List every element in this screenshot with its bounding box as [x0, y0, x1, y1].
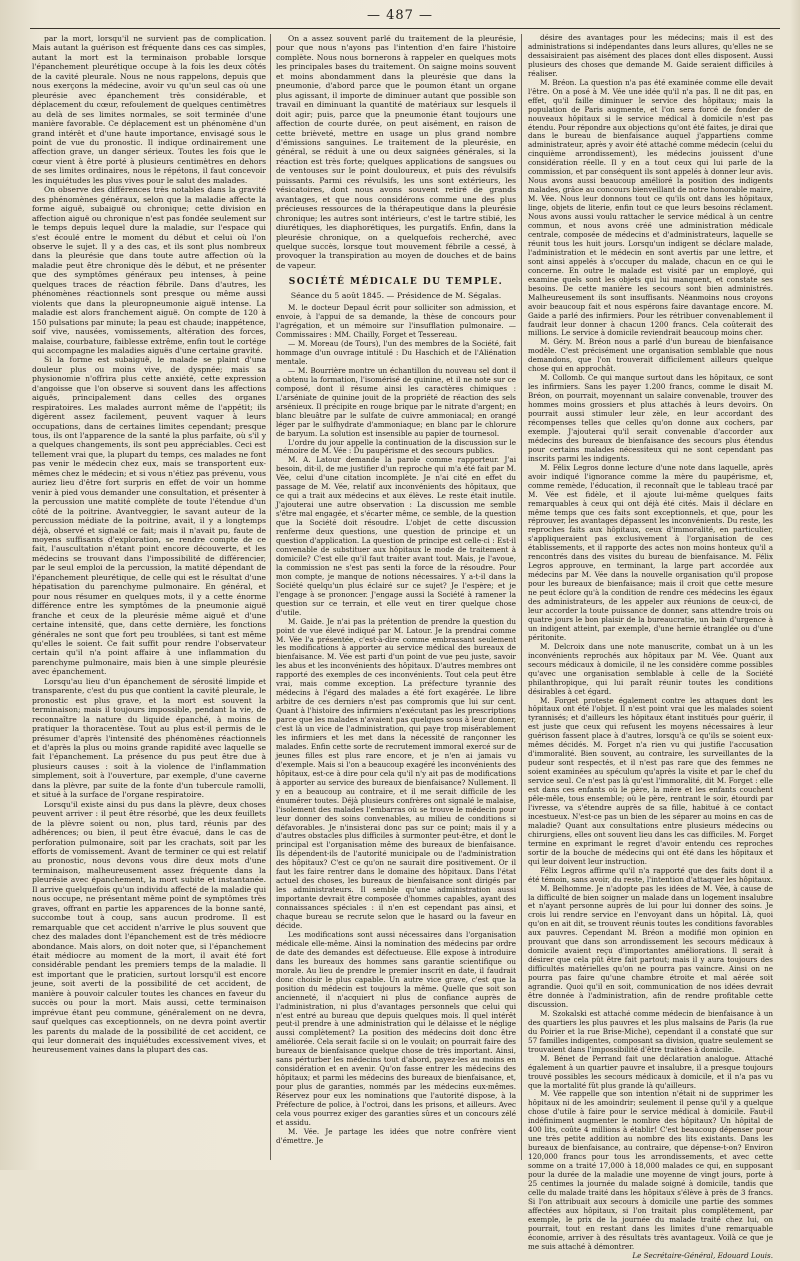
page-number: — 487 —	[366, 8, 434, 23]
minutes-paragraph: M. Szokalski est attaché comme médecin de bienfaisance à un des quartiers les plus pauvres et les plus malsains de Paris (la rue du Poirier et la rue Brise-Miche), cependant il a constaté que sur 57 familles indigentes, composant sa division, quatre seulement se trouvaient dans l'impossibilité d'être traitées à domicile.	[528, 1008, 773, 1054]
body-paragraph: Si la forme est subaiguë, le malade se plaint d'une douleur plus ou moins vive, de dyspnée; mais sa physionomie n'offrira plus cette anxiété, cette expression d'angoisse que l'on observe si souvent dans les affections aiguës, principalement dans celles des organes respiratoires. Les malades aurront même de l'appétit; ils digèrent assez facilement, peuvent vaquer à leurs occupations, dans de certaines limites cependant; presque tous, ils ont l'apparence de la santé la plus parfaite, où s'il y a quelques changements, ils sont peu appréciables. Ceci est tellement vrai que, la plupart du temps, ces malades ne font pas venir le médecin chez eux, mais se transportent eux-mêmes chez le médecin; et si vous n'étiez pas prévenu, vous auriez lieu d'être fort surpris en effet de voir un homme venir à pied vous demander une consultation, et présenter à la percussion une matité complète de toute l'étendue d'un côté de la poitrine. Avantveggier, le savant auteur de la percussion médiate de la poitrine, avait, il y a longtemps déjà, observé et signalé ce fait; mais il n'avait pu, faute de moyens suffisants d'exploration, se rendre compte de ce fait, l'auscultation n'étant point encore découverte, et les médecins se trouvant dans l'impossibilité de différencier, par le seul emploi de la percussion, la matité dépendant de l'épanchement pleurétique, de celle qui est le résultat d'une hépatisation du parenchyme pulmonaire. En général, et pour nous résumer en quelques mots, il y a cette énorme différence entre les symptômes de la pneumonie aiguë franche et ceux de la pleurésie même aiguë et d'une certaine intensité, que, dans cette dernière, les fonctions générales ne sont que fort peu troublées, si tant est même qu'elles le soient. Ce fait suffit pour rendre l'observateur certain qu'il n'a point affaire à une inflammation du parenchyme pulmonaire, mais bien à une simple pleurésie avec épanchement.	[32, 355, 266, 677]
minutes-paragraph: M. Vée rappelle que son intention n'était ni de supprimer les hôpitaux ni de les amoindrir; seulement il pense qu'il y a quelque chose d'utile à faire pour le service médical à domicile. Faut-il indéfiniment augmenter le nombre des hôpitaux? Un hôpital de 400 lits, coûte 4 millions à établir! C'est beaucoup dépenser pour une très petite addition au nombre des lits existants. Dans les bureaux de bienfaisance, au contraire, que dépense-t-on? Environ 120,000 francs pour tous les arrondissements, et avec cette somme on a traité 17,000 à 18,000 malades ce qui, en supposant pour la durée de la maladie une moyenne de vingt jours, porte à 25 centimes la journée du malade soigné à domicile, tandis que celle du malade traité dans les hôpitaux s'élève à près de 3 francs. Si l'on attribuait aux secours à domicile une partie des sommes affectées aux hôpitaux, si l'on traitait plus complètement, par exemple, le prix de la journée du malade traité chez lui, on pourrait, tout en restant dans les limites d'une remarquable économie, arriver à des résultats très avantageux. Voilà ce que je me suis attaché à démontrer.	[528, 1089, 773, 1251]
minutes-paragraph: L'ordre du jour appelle la continuation de la discussion sur le mémoire de M. Vée : Du paupérisme et des secours publics.	[276, 437, 516, 456]
minutes-paragraph: M. Géry. M. Bréon nous a parlé d'un bureau de bienfaisance modèle. C'est précisément une organisation semblable que nous demandons, que l'on trouverait difficilement ailleurs quelque chose qui en approchât.	[528, 337, 773, 374]
body-paragraph: On observe des différences très notables dans la gravité des phénomènes généraux, selon que la maladie affecte la forme aiguë, subaiguë ou chronique; cette division en affection aiguë ou chronique n'est pas fondée seulement sur le temps depuis lequel dure la maladie, sur l'espace qui s'est écoulé entre le moment du début et celui où l'on observe le sujet. Il y a des cas, et ils sont plus nombreux dans la pleurésie que dans toute autre affection où la maladie peut être chronique dès le début, et ne présenter que des symptômes généraux peu intenses, à peine quelques traces de réaction fébrile. Dans d'autres, les phénomènes réactionnels sont presque ou même aussi violents que dans la pleuropneumonie aiguë intense. La maladie est alors franchement aiguë. On compte de 120 à 150 pulsations par minute; la peau est chaude; inappétence, soif vive, nausées, vomissements, altération des forces, malaise, courbature, faiblesse extrême, enfin tout le cortége qui accompagne les maladies aiguës d'une certaine gravité.	[32, 185, 266, 355]
column-middle	[276, 34, 516, 1162]
minutes-paragraph: M. Forget proteste également contre les attaques dont les hôpitaux ont été l'objet. Il n'est point vrai que les malades soient tyrannisés; et d'ailleurs les hôpitaux étant institués pour guérir, il est juste que ceux qui refusent les moyens nécessaires à leur guérison fassent place à d'autres, lorsqu'à ce qu'ils se soient eux-mêmes décidés. M. Forget n'a rien vu qui justifie l'accusation d'immoralité. Bien souvent, au contraire, les surveillantes de la pudeur sont respectés, et il n'est pas rare que des femmes ne soient examinées au spéculum qu'après la visite et par le chef du service seul. Ce n'est pas là qu'est l'immoralité, dit M. Forget : elle est dans ces enfants où le père, la mère et les enfants couchent pêle-mêle, tous ensemble; où le père, rentrant le soir, étourdi par l'ivresse, va s'étendre auprès de sa fille, habitué à ce contact incestueux. N'est-ce pas un bien de les séparer au moins en cas de maladie? Quant aux consultations entre plusieurs médecins ou chirurgiens, elles ont souvent lieu dans les cas difficiles. M. Forget termine en exprimant le regret d'avoir entendu ces reproches sortir de la bouche de médecins qui ont été dans les hôpitaux et qui leur doivent leur instruction.	[528, 695, 773, 866]
section-title: SOCIÉTÉ MÉDICALE DU TEMPLE.	[288, 277, 504, 288]
minutes-paragraph: Les modifications sont aussi nécessaires dans l'organisation médicale elle-même. Ainsi la nomination des médecins par ordre de date des demandes est défectueuse. Elle expose à introduire dans les bureaux des hommes sans garantie scientifique ou morale. Au lieu de prendre le premier inscrit en date, il faudrait donc choisir le plus capable. Un autre vice grave, c'est que la position du médecin est toujours la même. Quelle que soit son ancienneté, il n'acquiert ni plus de confiance auprès de l'administration, ni plus d'avantages personnels que celui qui n'est entré au bureau que depuis quelques mois. Il quel intérêt peut-il prendre à une administration qui le délaisse et le néglige aussi complètement? La position des médecins doit donc être améliorée. Cela serait facile si on le voulait; on pourrait faire des bureaux de bienfaisance quelque chose de très important. Ainsi, sans pérturber les médecins tout d'abord, payez-les au moins en considération et en avenir. Qu'on fasse entrer les médecins des hôpitaux; et parmi les médecins des bureaux de bienfaisance, et, pour plus de garanties, nommés par les médecins eux-mêmes. Réservez pour eux les nominations que l'autorité dispose, à la Préfecture de police, à l'octroi, dans les prisons, et ailleurs. Avec cela vous pourrez exiger des garanties sûres et un concours zélé et assidu.	[276, 929, 516, 1127]
minutes-paragraph: désire des avantages pour les médecins; mais il est des administrations si indépendantes dans leurs allures, qu'elles ne se dessaisiraient pas aisément des places dont elles disposent. Aussi plusieurs des choses que demande M. Gaide seraient difficiles à réaliser.	[528, 33, 773, 78]
column-divider	[521, 34, 522, 1160]
column-right	[528, 33, 773, 1260]
minutes-paragraph: M. Félix Legros donne lecture d'une note dans laquelle, après avoir indiqué l'ignorance comme la mère du paupérisme, et, comme remède, l'éducation, il reconnaît que le tableau tracé par M. Vée est fidèle, et il ajoute lui-même quelques faits remarquables à ceux qui ont déjà été cités. Mais il déclare en même temps que ces faits sont exceptionnels, et que, pour les réprouver, les avantages dépassent les inconvénients. Du reste, les reproches faits aux hôpitaux, ceux d'immoralité, en particulier, s'appliqueraient pas exclusivement à l'organisation de ces établissements, et il rapporte des actes non moins honteux qu'il a rencontrés dans des visites du bureau de bienfaisance. M. Félix Legros approuve, en terminant, la large part accordée aux médecins par M. Vée dans la nouvelle organisation qu'il propose pour les bureaux de bienfaisance; mais il croit que cette mesure ne peut éclore qu'à la condition de rendre ces médecins les égaux des administrateurs, de les appeler aux réunions de ceux-ci, de leur accorder la toute puissance de donner, sans attendre trois ou quatre jours le bon plaisir de la bureaucratie, un bain d'urgence à un indigent atteint, par exemple, d'une hernie étranglée ou d'une péritonite.	[528, 462, 773, 642]
minutes-paragraph: M. Vée. Je partage les idées que notre confrère vient d'émettre. Je	[276, 1126, 516, 1145]
column-divider	[270, 34, 271, 1160]
minutes-paragraph: M. A. Latour demande la parole comme rapporteur. J'ai besoin, dit-il, de me justifier d'un reproche qui m'a été fait par M. Vée, celui d'une citation incomplète. Je n'ai cité en effet du passage de M. Vée, relatif aux inconvénients des hôpitaux, que ce qui a trait aux médecins et aux élèves. Le reste était inutile. J'ajouterai une autre observation : La discussion me semble s'être mal engagée, et s'écarter même, ce semble, de la question que la Société doit résoudre. L'objet de cette discussion renferme deux questions, une question de principe et un question d'application. La question de principe est celle-ci : Est-il convenable de substituer aux hôpitaux le mode de traitement à domicile? C'est elle qu'il faut traiter avant tout. Mais, je l'avoue, la commission ne s'est pas senti la force de la résoudre. Pour mon compte, je manque de notions nécessaires. Y a-t-il dans la Société quelqu'un plus éclairé sur ce sujet? Je l'espère; et je l'engage à se prononcer. J'engage aussi la Société à ramener la question sur ce terrain, et elle veut en tirer quelque chose d'utile.	[276, 455, 516, 617]
body-paragraph: par la mort, lorsqu'il ne survient pas de complication. Mais autant la guérison est fréquente dans ces cas simples, autant la mort est la terminaison probable lorsque l'épanchement pleurétique occupe à la fois les deux côtés de la cavité pleurale. Nous ne nous rappelons, depuis que nous exerçons la médecine, avoir vu qu'un seul cas où une pleurésie avec épanchement très considérable, et déplacement du cœur, refoulement de quelques centimètres au delà de ses limites normales, se soit terminée d'une manière favorable. Ce déplacement est un phénomène d'un grand intérêt et d'une haute importance, envisagé sous le point de vue du pronostic. Il indique ordinairement une affection grave, un danger sérieux. Toutes les fois que le cœur vient à être porté à plusieurs centimètres en dehors de ses limites ordinaires, nous le répétons, il faut concevoir les inquiétudes les plus vives pour le salut des malades.	[32, 34, 266, 185]
body-paragraph: Lorsqu'au lieu d'un épanchement de sérosité limpide et transparente, c'est du pus que contient la cavité pleurale, le pronostic est plus grave, et la mort est souvent la terminaison; mais il toujours impossible, pendant la vie, de reconnaître la nature du liquide épanché, à moins de pratiquer la thoracentèse. Tout au plus est-il permis de le présumer d'après l'intensité des phénomènes réactionnels et d'après la plus ou moins grande rapidité avec laquelle se fait l'épanchement. La présence du pus peut être due à plusieurs causes : soit à la violence de l'inflammation simplement, soit à l'ouverture, par exemple, d'une caverne dans la plèvre, par suite de la fonte d'un tubercule ramolli, et situé à la surface de l'organe respiratoire.	[32, 676, 266, 800]
minutes-paragraph: Félix Legros affirme qu'il n'a rapporté que des faits dont il a été témoin, sans avoir, du reste, l'intention d'attaquer les hôpitaux.	[528, 865, 773, 884]
column-left-pleurisy-prognosis	[32, 34, 266, 1162]
minutes-paragraph: M. Collomb. Ce qui manque surtout dans les hôpitaux, ce sont les infirmiers. Sans les payer 1.200 francs, comme le disait M. Bréon, on pourrait, moyennant un salaire convenable, trouver des hommes moins grossiers et plus attachés à leurs devoirs. On pourrait aussi stimuler leur zèle, en leur accordant des récompenses telles que celles qu'on donne aux cochers, par exemple. J'ajouterai qu'il serait convenable d'accorder aux médecins des bureaux de bienfaisance des secours plus étendus pour certains malades nécessiteux qui ne sont cependant pas inscrits parmi les indigents.	[528, 373, 773, 463]
minutes-paragraph: M. Bénet de Perrand fait une déclaration analogue. Attaché également à un quartier pauvre et insalubre, il a presque toujours trouvé possibles les secours médicaux à domicile, et il n'a pas vu que la mortalité fût plus grande là qu'ailleurs.	[528, 1053, 773, 1090]
minutes-paragraph: M. le docteur Depaul écrit pour solliciter son admission, et envoie, à l'appui de sa demande, la thèse de concours pour l'agrégation, et un mémoire sur l'insufflation pulmonaire. — Commissaires : MM. Chailly, Forget et Tessereau.	[276, 303, 516, 340]
body-paragraph: Lorsqu'il existe ainsi du pus dans la plèvre, deux choses peuvent arriver : il peut être résorbé, que les deux feuillets de la plèvre soient ou non, plus tard, réunis par des adhérences; ou bien, il peut être évacué, dans le cas de perforation pulmonaire, soit par les crachats, soit par les efforts de vomissement. Avant de terminer ce qui est relatif au pronostic, nous devons vous dire deux mots d'une terminaison, malheureusement assez fréquente dans la pleurésie avec épanchement, la mort subite et instantanée. Il arrive quelquefois qu'un individu affecté de la maladie qui nous occupe, ne présentant même point de symptômes très graves, offrant en partie les apparences de la bonne santé, succombe tout à coup, sans aucun prodrome. Il est remarquable que cet accident n'arrive le plus souvent que chez des malades dont l'épanchement est de très médiocre abondance. Mais alors, on doit noter que, si l'épanchement était médiocre au moment de la mort, il avait été fort considérable pendant les premiers temps de la maladie. Il est important que le praticien, surtout lorsqu'il est encore jeune, soit averti de la possibilité de cet accident, de manière à pouvoir calculer toutes les chances en faveur du succès ou pour la mort. Mais aussi, cette terminaison imprévue étant peu commune, généralement on ne devra, sauf quelques cas exceptionnels, on ne devra point avertir les parents du malade de la possibilité de cet accident, ce qui leur donnerait des inquiétudes excessivement vives, et heureusement vaines dans la plupart des cas.	[32, 799, 266, 1055]
minutes-paragraph: M. Delcroix dans une note manuscrite, combat un à un les inconvénients reprochés aux hôpitaux par M. Vée. Quant aux secours médicaux à domicile, il ne les considère comme possibles qu'avec une organisation semblable à celle de la Société philanthropique, qui lui paraît réunir toutes les conditions désirables à cet égard.	[528, 641, 773, 696]
minutes-paragraph: M. Gaide. Je n'ai pas la prétention de prendre la question du point de vue élevé indiqué par M. Latour. Je la prendrai comme M. Vée l'a présentée, c'est-à-dire comme embrassant seulement les modifications à apporter au service médical des bureaux de bienfaisance. M. Vée est parti d'un point de vue peu juste, savoir les abus et les inconvénients des hôpitaux. D'autres membres ont rapporté des exemples de ces inconvénients. Tout cela peut être vrai, mais comme exception. La préfecture tyrannie des médecins à l'égard des malades a été fort exagérée. Le libre arbitre de ces derniers n'est pas compromis que lui sur cent. Quant à l'histoire des infirmiers n'exécutant pas les prescriptions parce que les malades n'avaient pas quelques sous à leur donner, c'est là un vice de l'administration, qui paye trop misérablement les infirmiers et les met dans la nécessité de rançonner les malades. Enfin cette sorte de recrutement immoral exercé sur de jeunes filles est plus rare encore, et je n'en ai jamais vu d'exemple. Mais si l'on a beaucoup exagéré les inconvénients des hôpitaux, est-ce à dire pour cela qu'il n'y ait pas de modifications à apporter au service des bureaux de bienfaisance? Nullement. Il y en a beaucoup au contraire, et il me serait difficile de les énumérer toutes. Déjà plusieurs confrères ont signalé le malaise, l'isolement des malades l'embarras où se trouve le médecin pour leur donner des soins convenables, au milieu de conditions si défavorables. Je n'insisterai donc pas sur ce point; mais il y a d'autres obstacles plus difficiles à surmonter peut-être, et dont le principal est l'organisation même des bureaux de bienfaisance. Ils dépendent-ils de l'autorité municipale ou de l'administration des hôpitaux? C'est ce qu'on ne saurait dire positivement. Or il faut les faire rentrer dans le domaine des hôpitaux. Dans l'état actuel des choses, les bureaux de bienfaisance sont dirigés par les administrateurs. Il semble qu'une administration aussi importante devrait être composée d'hommes capables, ayant des connaissances spéciales : il n'en est cependant pas ainsi, et chaque bureau se recrute selon que le hasard ou la faveur en décide.	[276, 616, 516, 930]
minutes-paragraph: M. Bréon. La question n'a pas été examinée comme elle devait l'être. On a posé à M. Vée une idée qu'il n'a pas. Il ne dit pas, en effet, qu'il faille diminuer le service des hôpitaux; mais la population de Paris augmente, et l'on sera forcé de fonder de nouveaux hôpitaux si le service médical à domicile n'est pas étendu. Pour répondre aux objections qu'ont été faites, je dirai que dans le bureau de bienfaisance auquel j'appartiens comme administrateur, après y avoir été attaché comme médecin (celui du cinquième arrondissement), les médecins jouissent d'une considération réelle. Il y en a tout ceux qui lui parle de la commission, et par conséquent ils sont appelés à donner leur avis. Nous avons aussi beaucoup amélioré la position des indigents malades, grâce au concours bienveillant de notre honorable maire, M. Vée. Nous leur donnons tout ce qu'ils ont dans les hôpitaux, linge, objets de literie, enfin tout ce que leurs besoins réclament. Nous avons aussi voulu rattacher le service médical à un centre commun, et nous avons créé une administration médicale centrale, composée de médecins et d'administrateurs, laquelle se réunit tous les huit jours. Lorsqu'un indigent se déclare malade, l'administration et le médecin en sont avertis par une lettre, et sont ainsi appelés à s'occuper du malade, chacun en ce qui le concerne. En outre le malade est visité par un employé, qui examine quels sont les objets qui lui manquent, et constate ses besoins. De cette manière les secours sont bien administrés. Malheureusement ils sont insuffisants. Néanmoins nous croyons avoir beaucoup fait et nous espérons faire davantage encore. M. Gaide a parlé des infirmiers. Pour les rétribuer convenablement il faudrait leur donner à chacun 1200 francs. Cela coûterait des millions. Le service à domicile reviendrait beaucoup moins cher.	[528, 77, 773, 338]
header-rule	[30, 28, 780, 29]
session-line: Séance du 5 août 1845. — Présidence de M. Ségalas.	[290, 290, 502, 300]
minutes-paragraph: M. Belhomme. Je n'adopte pas les idées de M. Vée, à cause de la difficulté de bien soigner un malade dans un logement insalubre et n'ayant personne auprès de lui pour lui donner des soins. Je crois lui rendre service en l'envoyant dans un hôpital. Là, quoi qu'on en ait dit, se trouvent réunis toutes les conditions favorables aux pauvres. Cependant M. Bréon a modifié mon opinion en prouvant que dans son arrondissement les secours médicaux à domicile avaient reçu d'importantes améliorations. Il serait à désirer que cela pût être fait partout; mais il y aura toujours des difficultés matérielles qu'on ne pourra pas vaincre. Ainsi on ne pourra pas faire qu'une chambre étroite et mal aérée soit agrandie. Quoi qu'il en soit, communication de nos idées devrait être donnée à l'administration, afin de rendre profitable cette discussion.	[528, 883, 773, 1009]
minutes-paragraph: — M. Bourrière montre un échantillon du nouveau sel dont il a obtenu la formation, l'isomérisé de quinine, et il ne note sur ce composé, dont il résume ainsi les caractères chimiques : L'arséniate de quinine jouit de la propriété de réaction des sels arsénieux. Il précipite en rouge brique par le nitrate d'argent; en blanc bleuâtre par le sulfate de cuivre ammoniacal; en orangé léger par le sulfhydrate d'ammoniaque; en blanc par le chlorure de baryum. La solution est insensible au papier de tournesol.	[276, 365, 516, 438]
minutes-paragraph: — M. Moreau (de Tours), l'un des membres de la Société, fait hommage d'un ouvrage intitulé : Du Haschich et de l'Aliénation mentale.	[276, 339, 516, 366]
secretary-signature: Le Secrétaire-Général, Edouard Louis.	[632, 1250, 773, 1260]
body-paragraph: On a assez souvent parlé du traitement de la pleurésie, pour que nous n'ayons pas l'intention d'en faire l'histoire complète. Nous nous bornerons à rappeler en quelques mots les principales bases du traitement. On saigne moins souvent et moins abondamment dans la pleurésie que dans la pneumonie, d'abord parce que le poumon étant un organe plus agissant, il importe de diminuer autant que possible son travail en diminuant la quantité de matériaux sur lesquels il doit agir; puis, parce que la pneumonie étant toujours une affection de courte durée, on peut aisément, en raison de cette brièveté, mettre en usage un plus grand nombre d'émissions sanguines. Le traitement de la pleurésie, en général, se réduit à une ou deux saignées générales, si la réaction est très forte; quelques applications de sangsues ou de ventouses sur le point douloureux, et puis des révulsifs puissants. Parmi ces révulsifs, les uns sont extérieurs, les vésicatoires, dont nous avons souvent retiré de grands avantages, et que nous considérons comme une des plus précieuses ressources de la thérapeutique dans la pleurésie chronique; les autres sont intérieurs, c'est le tartre stibié, les diurétiques, les diaphorétiques, les purgatifs. Enfin, dans la pleurésie chronique, on a quelquefois recherché, avec quelque succès, lorsque tout mouvement fébrile a cessé, à provoquer la transpiration au moyen de douches et de bains de vapeur.	[276, 34, 516, 270]
